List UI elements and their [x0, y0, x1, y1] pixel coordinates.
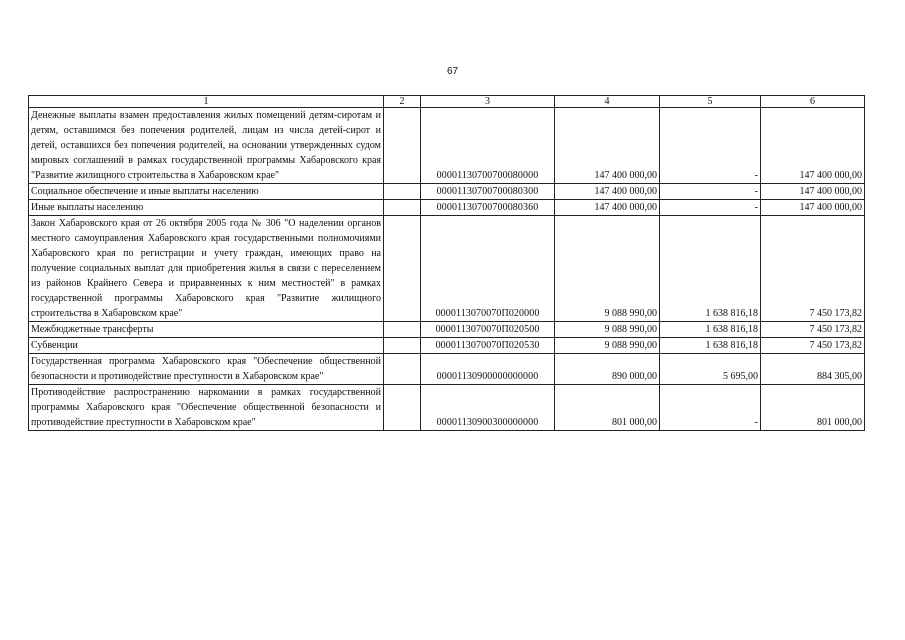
table-row — [29, 385, 865, 431]
table-row — [29, 216, 865, 322]
classification-code: 0000113070070П020000 — [421, 216, 555, 322]
column-2-cell — [384, 385, 421, 431]
budget-item-name: Закон Хабаровского края от 26 октября 2005 года № 306 "О наделении органов местного самоуправления Хабаровского края государственными полномочиями Хабаровского края по регистрации и учету граждан, имеющих право на получение социальных выплат для приобретения жилья в связи с переселением из районов Крайнего Севера и приравненных к ним местностей" в рамках государственной программы Хабаровского края "Развитие жилищного строительства в Хабаровском крае" — [29, 216, 384, 322]
table-row — [29, 184, 865, 200]
amount-column-5: - — [660, 385, 761, 431]
column-number-5: 5 — [660, 96, 761, 108]
classification-code: 00001130700700080000 — [421, 108, 555, 184]
budget-item-name: Субвенции — [29, 338, 384, 354]
page-number: 67 — [446, 66, 459, 77]
amount-column-6: 884 305,00 — [761, 354, 865, 385]
column-2-cell — [384, 354, 421, 385]
budget-item-name: Иные выплаты населению — [29, 200, 384, 216]
budget-item-name: Социальное обеспечение и иные выплаты населению — [29, 184, 384, 200]
amount-column-6: 801 000,00 — [761, 385, 865, 431]
amount-column-6: 147 400 000,00 — [761, 108, 865, 184]
amount-column-4: 801 000,00 — [555, 385, 660, 431]
classification-code: 00001130700700080300 — [421, 184, 555, 200]
amount-column-4: 147 400 000,00 — [555, 108, 660, 184]
column-2-cell — [384, 322, 421, 338]
column-number-6: 6 — [761, 96, 865, 108]
table-row — [29, 200, 865, 216]
classification-code: 00001130900000000000 — [421, 354, 555, 385]
amount-column-5: 1 638 816,18 — [660, 216, 761, 322]
amount-column-4: 147 400 000,00 — [555, 184, 660, 200]
amount-column-6: 147 400 000,00 — [761, 200, 865, 216]
table-row — [29, 338, 865, 354]
budget-item-name: Противодействие распространению наркомании в рамках государственной программы Хабаровского края "Обеспечение общественной безопасности и противодействие преступности в Хабаровском крае" — [29, 385, 384, 431]
column-2-cell — [384, 108, 421, 184]
amount-column-4: 147 400 000,00 — [555, 200, 660, 216]
amount-column-6: 7 450 173,82 — [761, 322, 865, 338]
amount-column-5: 1 638 816,18 — [660, 322, 761, 338]
table-row — [29, 354, 865, 385]
budget-item-name: Государственная программа Хабаровского края "Обеспечение общественной безопасности и противодействие преступности в Хабаровском крае" — [29, 354, 384, 385]
column-number-2: 2 — [384, 96, 421, 108]
table-row — [29, 322, 865, 338]
amount-column-5: - — [660, 108, 761, 184]
amount-column-5: 1 638 816,18 — [660, 338, 761, 354]
amount-column-5: - — [660, 200, 761, 216]
amount-column-4: 9 088 990,00 — [555, 338, 660, 354]
classification-code: 0000113070070П020500 — [421, 322, 555, 338]
budget-item-name: Денежные выплаты взамен предоставления жилых помещений детям-сиротам и детям, оставшимся без попечения родителей, лицам из числа детей-сирот и детей, оставшихся без попечения родителей, на основании утвержденных судом мировых соглашений в рамках государственной программы Хабаровского края "Развитие жилищного строительства в Хабаровском крае" — [29, 108, 384, 184]
column-number-1: 1 — [29, 96, 384, 108]
classification-code: 00001130700700080360 — [421, 200, 555, 216]
amount-column-5: 5 695,00 — [660, 354, 761, 385]
budget-table — [28, 95, 865, 431]
amount-column-6: 147 400 000,00 — [761, 184, 865, 200]
table-row — [29, 108, 865, 184]
amount-column-6: 7 450 173,82 — [761, 338, 865, 354]
column-number-4: 4 — [555, 96, 660, 108]
classification-code: 00001130900300000000 — [421, 385, 555, 431]
column-2-cell — [384, 184, 421, 200]
column-2-cell — [384, 338, 421, 354]
amount-column-6: 7 450 173,82 — [761, 216, 865, 322]
classification-code: 0000113070070П020530 — [421, 338, 555, 354]
amount-column-4: 9 088 990,00 — [555, 216, 660, 322]
amount-column-4: 9 088 990,00 — [555, 322, 660, 338]
column-number-3: 3 — [421, 96, 555, 108]
budget-item-name: Межбюджетные трансферты — [29, 322, 384, 338]
table-header-row — [29, 96, 865, 108]
column-2-cell — [384, 200, 421, 216]
column-2-cell — [384, 216, 421, 322]
amount-column-5: - — [660, 184, 761, 200]
amount-column-4: 890 000,00 — [555, 354, 660, 385]
